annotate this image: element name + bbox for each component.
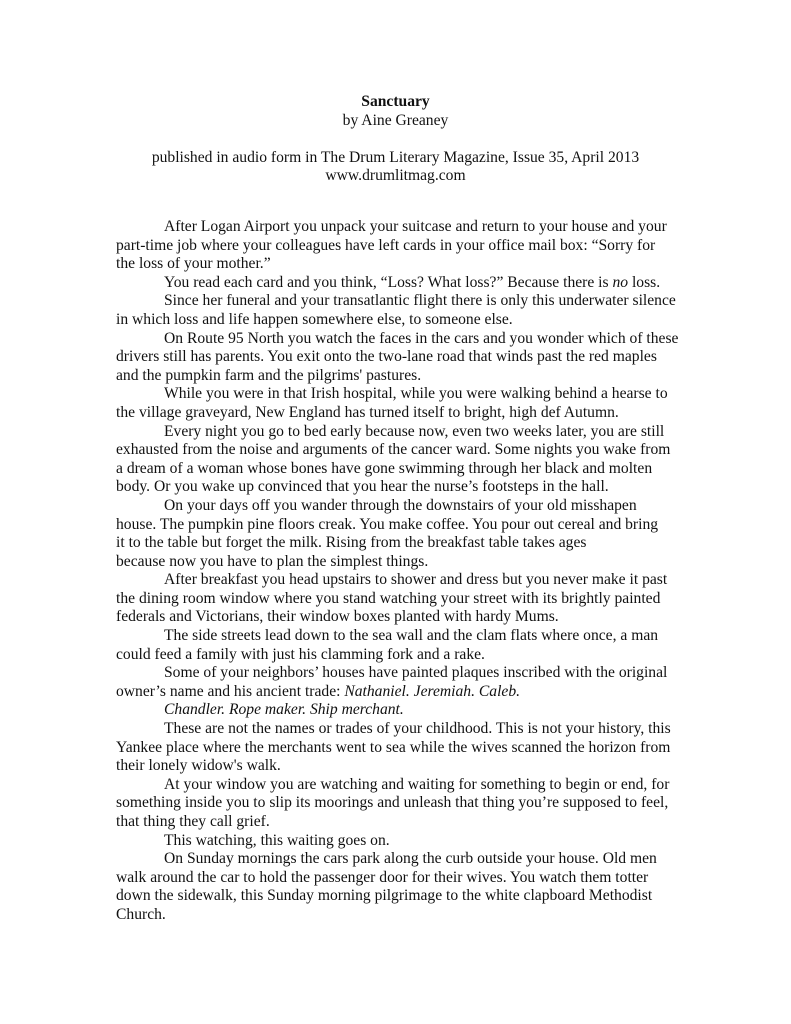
story-title: Sanctuary: [361, 93, 430, 110]
paragraph: Some of your neighbors’ houses have painted plaques inscribed with the original owner’s name and his ancient trade: Nathaniel. Jeremiah. Caleb.: [116, 664, 668, 700]
emphasis-trades: Chandler. Rope maker. Ship merchant.: [164, 701, 404, 719]
paragraph: While you were in that Irish hospital, while you were walking behind a hearse to the village graveyard, New England has turned itself to bright, high def Autumn.: [116, 385, 668, 421]
paragraph: The side streets lead down to the sea wall and the clam flats where once, a man could feed a family with just his clamming fork and a rake.: [116, 627, 659, 663]
paragraph: These are not the names or trades of your childhood. This is not your history, this Yankee place where the merchants went to sea while the wives scanned the horizon from their lonely widow's walk.: [116, 720, 671, 775]
emphasis-no: no: [612, 273, 629, 291]
story-body: [116, 218, 679, 925]
paragraph: You read each card and you think, “Loss? What loss?” Because there is no loss.: [164, 273, 661, 291]
paragraph: At your window you are watching and waiting for something to begin or end, for something inside you to slip its moorings and unleash that thing you’re supposed to feel, that thing they call grief.: [116, 775, 670, 830]
paragraph: On your days off you wander through the downstairs of your old misshapen house. The pumpkin pine floors creak. You make coffee. You pour out cereal and bring it to the table but forget the milk. Rising from the breakfast table takes ages because now you have to plan the simplest things.: [116, 496, 659, 570]
paragraph: Every night you go to bed early because now, even two weeks later, you are still exhausted from the noise and arguments of the cancer ward. Some nights you wake from a dream of a woman whose bones have gone swimming through her black and molten body. Or you wake up convinced that you hear the nurse’s footsteps in the hall.: [116, 422, 671, 496]
document-header: [0, 93, 791, 186]
byline: by Aine Greaney: [342, 111, 449, 129]
paragraph: This watching, this waiting goes on.: [164, 831, 390, 849]
publication-note: published in audio form in The Drum Literary Magazine, Issue 35, April 2013: [151, 148, 640, 166]
paragraph: After breakfast you head upstairs to shower and dress but you never make it past the dining room window where you stand watching your street with its brightly painted federals and Victorians, their window boxes planted with hardy Mums.: [116, 571, 668, 626]
paragraph: On Sunday mornings the cars park along the curb outside your house. Old men walk around the car to hold the passenger door for their wives. You watch them totter down the sidewalk, this Sunday morning pilgrimage to the white clapboard Methodist Church.: [116, 850, 657, 923]
emphasis-names: Nathaniel. Jeremiah. Caleb.: [344, 682, 521, 700]
website: www.drumlitmag.com: [325, 167, 466, 185]
paragraph: After Logan Airport you unpack your suitcase and return to your house and your part-time job where your colleagues have left cards in your office mail box: “Sorry for the loss of your mother.”: [116, 218, 667, 273]
paragraph: Since her funeral and your transatlantic flight there is only this underwater silence in which loss and life happen somewhere else, to someone else.: [116, 292, 676, 328]
paragraph: On Route 95 North you watch the faces in the cars and you wonder which of these drivers still has parents. You exit onto the two-lane road that winds past the red maples and the pumpkin farm and the pilgrims' pastures.: [116, 329, 679, 384]
